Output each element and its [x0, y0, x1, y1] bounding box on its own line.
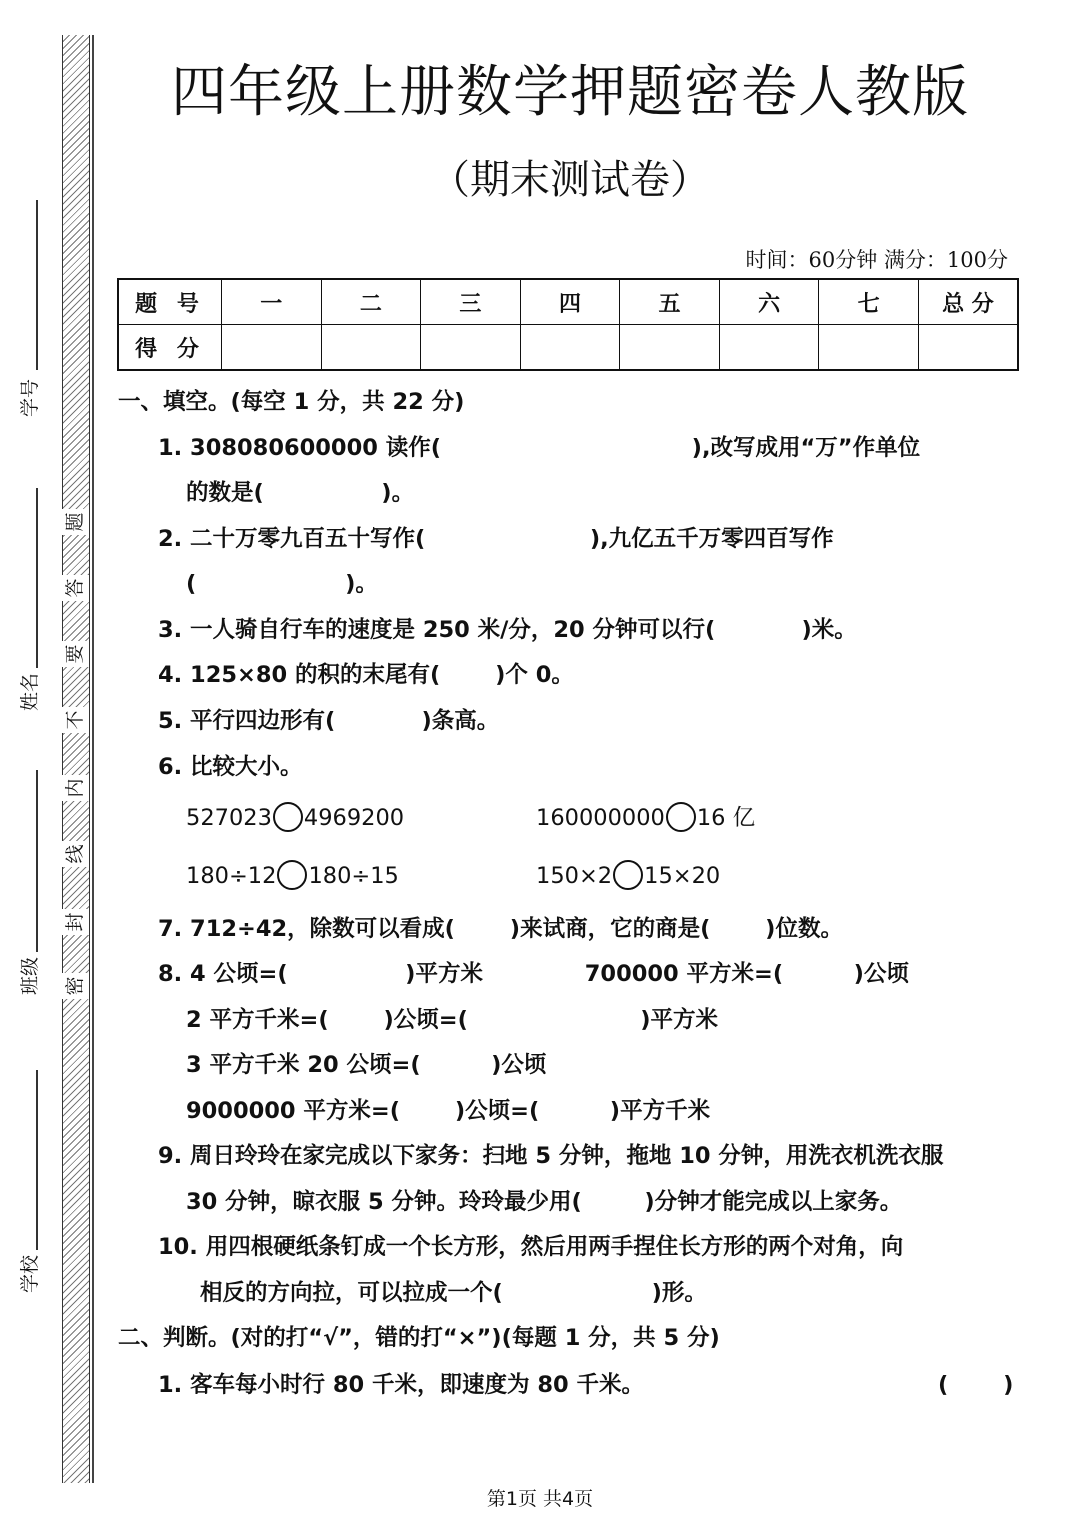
question-9b: 30 分钟，晾衣服 5 分钟。玲玲最少用( )分钟才能完成以上家务。 [186, 1189, 903, 1215]
header-cell: 三 [421, 279, 521, 325]
name-line[interactable] [36, 488, 38, 668]
page-footer: 第1页 共4页 [486, 1488, 594, 1510]
header-cell: 五 [620, 279, 720, 325]
compare-item-1 [186, 803, 404, 833]
header-cell: 一 [222, 279, 322, 325]
seal-strip [62, 35, 90, 1483]
seal-char-7: 封 [61, 909, 89, 935]
binding-line [92, 35, 94, 1483]
school-line[interactable] [36, 1070, 38, 1250]
score-row [118, 325, 1018, 371]
compare-right: 16 亿 [696, 805, 756, 831]
header-cell: 总 分 [918, 279, 1018, 325]
compare-right: 4969200 [303, 805, 405, 831]
score-cell[interactable] [918, 325, 1018, 371]
section2-title: 二、判断。(对的打“√”，错的打“×”)(每题 1 分，共 5 分) [118, 1325, 720, 1351]
question-2b: ( )。 [186, 571, 378, 597]
question-6: 6. 比较大小。 [158, 754, 303, 780]
header-cell: 七 [819, 279, 919, 325]
header-cell: 四 [520, 279, 620, 325]
class-line[interactable] [36, 770, 38, 952]
seal-char-8: 密 [61, 973, 89, 999]
time-info: 时间：60分钟 满分：100分 [745, 248, 1008, 272]
seal-char-5: 内 [61, 775, 89, 801]
score-header-row [118, 279, 1018, 325]
compare-circle[interactable] [666, 802, 696, 832]
compare-left: 527023 [186, 805, 272, 831]
seal-char-4: 不 [61, 707, 89, 733]
compare-circle[interactable] [277, 860, 307, 890]
question-8b: 2 平方千米=( )公顷=( )平方米 [186, 1007, 718, 1033]
question-7: 7. 712÷42，除数可以看成( )来试商，它的商是( )位数。 [158, 916, 843, 942]
class-label: 班级 [19, 957, 41, 996]
name-label: 姓名 [19, 673, 41, 712]
compare-circle[interactable] [613, 860, 643, 890]
compare-item-3 [186, 861, 399, 891]
compare-item-4 [536, 861, 720, 891]
page-title: 四年级上册数学押题密卷人教版 [171, 60, 969, 125]
score-cell[interactable] [222, 325, 322, 371]
question-8d: 9000000 平方米=( )公顷=( )平方千米 [186, 1098, 711, 1124]
question-8c: 3 平方千米 20 公顷=( )公顷 [186, 1052, 547, 1078]
student-number-line[interactable] [36, 200, 38, 370]
compare-circle[interactable] [273, 802, 303, 832]
seal-char-2: 答 [61, 575, 89, 601]
question-10b: 相反的方向拉，可以拉成一个( )形。 [200, 1280, 707, 1306]
question-4: 4. 125×80 的积的末尾有( )个 0。 [158, 662, 574, 688]
page-subtitle: （期末测试卷） [430, 157, 710, 203]
school-label: 学校 [19, 1255, 41, 1294]
score-cell[interactable] [421, 325, 521, 371]
seal-char-6: 线 [61, 841, 89, 867]
compare-right: 15×20 [644, 863, 721, 889]
judge-question-1: 1. 客车每小时行 80 千米，即速度为 80 千米。 [158, 1372, 644, 1398]
judge-answer-paren[interactable]: ( ) [938, 1372, 1014, 1398]
score-table [117, 278, 1019, 371]
score-cell[interactable] [819, 325, 919, 371]
section1-title: 一、填空。(每空 1 分，共 22 分) [118, 389, 465, 415]
compare-left: 150×2 [536, 863, 613, 889]
score-cell[interactable] [620, 325, 720, 371]
question-1a: 1. 308080600000 读作( ),改写成用“万”作单位 [158, 435, 921, 461]
score-cell[interactable] [321, 325, 421, 371]
compare-left: 180÷12 [186, 863, 277, 889]
question-5: 5. 平行四边形有( )条高。 [158, 708, 500, 734]
compare-item-2 [536, 803, 755, 833]
question-8a: 8. 4 公顷=( )平方米 700000 平方米=( )公顷 [158, 961, 909, 987]
question-2a: 2. 二十万零九百五十写作( ),九亿五千万零四百写作 [158, 526, 834, 552]
seal-char-1: 题 [61, 509, 89, 535]
header-cell: 题 号 [118, 279, 222, 325]
score-row-label: 得 分 [118, 325, 222, 371]
student-number-label: 学号 [19, 379, 41, 418]
score-cell[interactable] [520, 325, 620, 371]
seal-char-3: 要 [61, 641, 89, 667]
header-cell: 二 [321, 279, 421, 325]
question-3: 3. 一人骑自行车的速度是 250 米/分，20 分钟可以行( )米。 [158, 617, 857, 643]
question-1b: 的数是( )。 [186, 480, 415, 506]
question-9a: 9. 周日玲玲在家完成以下家务：扫地 5 分钟，拖地 10 分钟，用洗衣机洗衣服 [158, 1143, 944, 1169]
compare-left: 160000000 [536, 805, 665, 831]
question-10a: 10. 用四根硬纸条钉成一个长方形，然后用两手捏住长方形的两个对角，向 [158, 1234, 904, 1260]
compare-right: 180÷15 [308, 863, 399, 889]
score-cell[interactable] [719, 325, 819, 371]
header-cell: 六 [719, 279, 819, 325]
